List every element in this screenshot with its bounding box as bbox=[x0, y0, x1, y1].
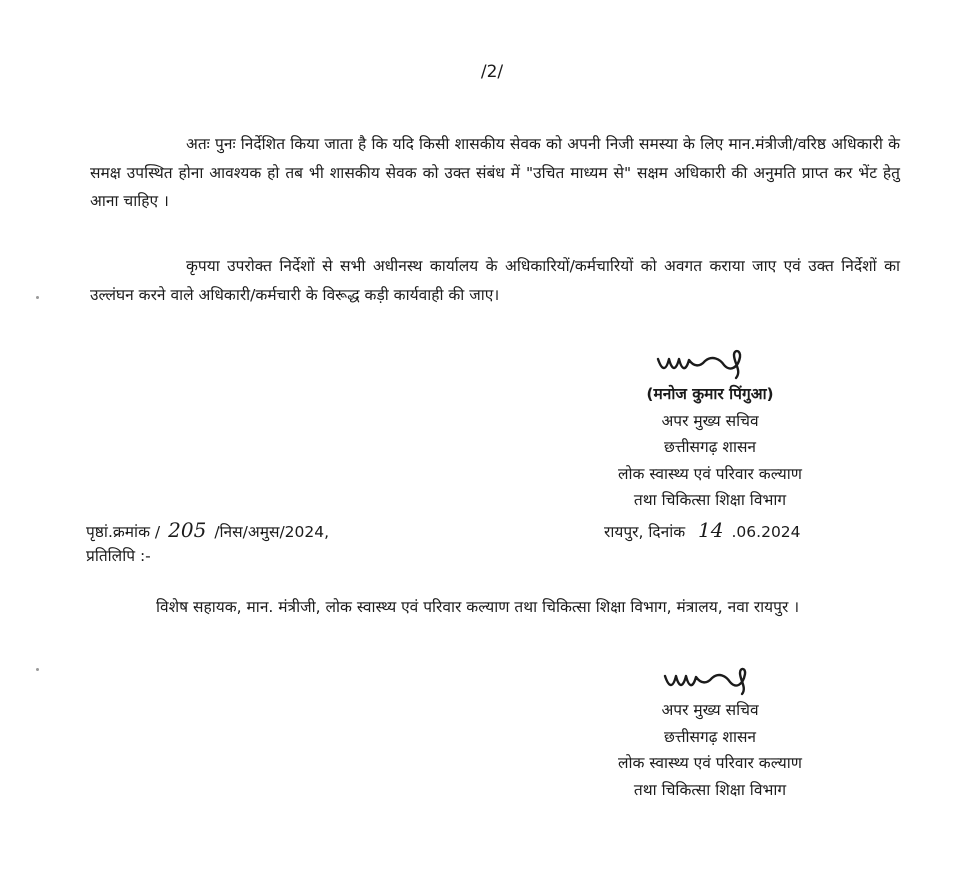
date-day: 14 bbox=[698, 518, 724, 542]
signatory-name: (मनोज कुमार पिंगुआ) bbox=[646, 385, 774, 403]
page-number: /2/ bbox=[480, 62, 504, 82]
reference-number: 205 bbox=[168, 518, 207, 542]
copy-label: प्रतिलिपि :- bbox=[86, 547, 151, 565]
reference-prefix: पृष्ठां.क्रमांक / bbox=[86, 523, 161, 541]
signatory-department-line1: लोक स्वास्थ्य एवं परिवार कल्याण bbox=[617, 754, 802, 772]
copy-recipient: विशेष सहायक, मान. मंत्रीजी, लोक स्वास्थ्य एवं परिवार कल्याण तथा चिकित्सा शिक्षा विभाग, मंत्रालय, नवा रायपुर । bbox=[156, 598, 800, 616]
signatory-designation: अपर मुख्य सचिव bbox=[661, 411, 759, 430]
signature-block-primary bbox=[560, 345, 860, 514]
reference-number-line bbox=[86, 518, 329, 542]
date-month-year: .06.2024 bbox=[731, 523, 801, 541]
handwritten-signature-icon bbox=[650, 345, 770, 381]
handwritten-signature-icon bbox=[655, 663, 765, 697]
signatory-department-line2: तथा चिकित्सा शिक्षा विभाग bbox=[633, 491, 787, 509]
signature-block-secondary bbox=[560, 663, 860, 803]
scan-speck bbox=[36, 296, 39, 299]
signatory-government: छत्तीसगढ़ शासन bbox=[663, 438, 757, 456]
signatory-department-line1: लोक स्वास्थ्य एवं परिवार कल्याण bbox=[617, 464, 802, 483]
paragraph-compliance: कृपया उपरोक्त निर्देशों से सभी अधीनस्थ कार्यालय के अधिकारियों/कर्मचारियों को अवगत कराया जाए एवं उक्त निर्देशों का उल्लंघन करने वाले अधिकारी/कर्मचारी के विरूद्ध कड़ी कार्यवाही की जाए। bbox=[90, 257, 900, 304]
place-date-prefix: रायपुर, दिनांक bbox=[604, 523, 686, 541]
signatory-department-line2: तथा चिकित्सा शिक्षा विभाग bbox=[633, 780, 787, 799]
scan-speck bbox=[36, 668, 39, 671]
signatory-designation: अपर मुख्य सचिव bbox=[661, 701, 759, 719]
reference-suffix: /निस/अमुस/2024, bbox=[214, 523, 330, 541]
paragraph-instructions: अतः पुनः निर्देशित किया जाता है कि यदि किसी शासकीय सेवक को अपनी निजी समस्या के लिए मान.मंत्रीजी/वरिष्ठ अधिकारी के समक्ष उपस्थित होना आवश्यक हो तब भी शासकीय सेवक को उक्त संबंध में "उचित माध्यम से" सक्षम अधिकारी की अनुमति प्राप्त कर भेंट हेतु आना चाहिए । bbox=[90, 135, 900, 210]
signatory-government: छत्तीसगढ़ शासन bbox=[663, 727, 757, 746]
place-date bbox=[604, 518, 801, 542]
